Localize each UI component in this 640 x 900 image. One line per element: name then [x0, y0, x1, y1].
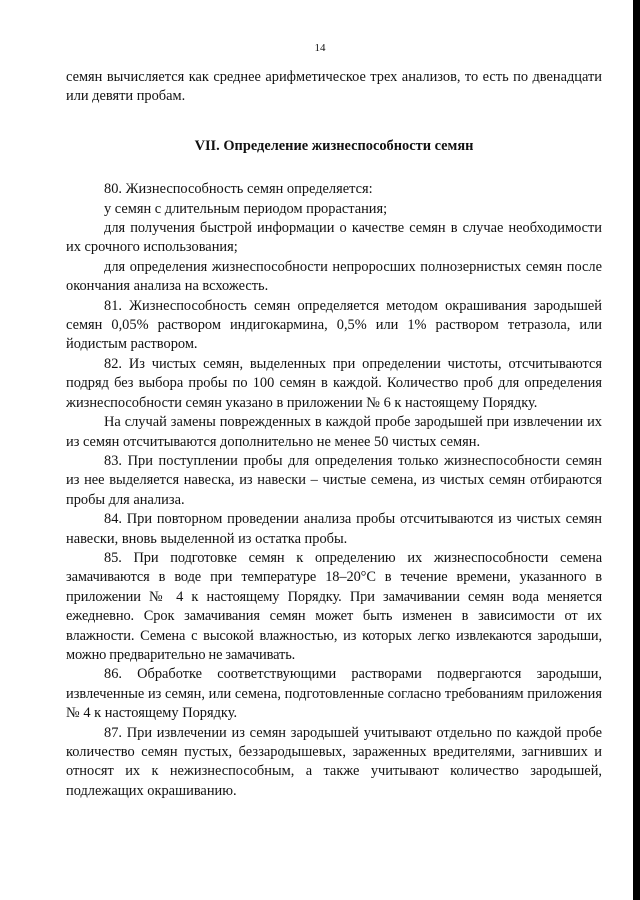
- paragraph-82: 82. Из чистых семян, выделенных при определении чистоты, отсчитываются подряд без выбора пробы по 100 семян в каждой. Количество проб для определения жизнеспособности семян указано в приложении № 6 к настоящему Порядку.: [66, 355, 602, 411]
- paragraph-84: 84. При повторном проведении анализа пробы отсчитываются из чистых семян навески, вновь выделенной из остатка пробы.: [66, 511, 602, 547]
- paragraph-81: 81. Жизнеспособность семян определяется методом окрашивания зародышей семян 0,05% раствором индигокармина, 0,5% или 1% раствором тетразола, или йодистым раствором.: [66, 297, 602, 353]
- paragraph-80-item-2: для получения быстрой информации о качестве семян в случае необходимости их срочного использования;: [66, 220, 602, 256]
- section-title: VII. Определение жизнеспособности семян: [194, 137, 474, 154]
- paragraph-87: 87. При извлечении из семян зародышей учитывают отдельно по каждой пробе количество семян пустых, беззародышевых, зараженных вредителями, загнивших и относят их к нежизнеспособным, а также учитывают количество зародышей, подлежащих окрашиванию.: [66, 724, 602, 799]
- paragraph-80: 80. Жизнеспособность семян определяется:: [104, 181, 373, 198]
- scan-edge: [633, 0, 640, 900]
- document-body: [66, 68, 602, 801]
- page-number: 14: [314, 42, 326, 54]
- paragraph-86: 86. Обработке соответствующими растворами подвергаются зародыши, извлеченные из семян, или семена, подготовленные согласно требованиям приложения № 4 к настоящему Порядку.: [66, 666, 602, 722]
- paragraph-82-continuation: На случай замены поврежденных в каждой пробе зародышей при извлечении их из семян отсчитываются дополнительно не менее 50 чистых семян.: [66, 414, 602, 450]
- paragraph-80-item-3: для определения жизнеспособности непроросших полнозернистых семян после окончания анализа на всхожесть.: [66, 258, 602, 295]
- paragraph-continuation: семян вычисляется как среднее арифметическое трех анализов, то есть по двенадцати или девяти пробам.: [66, 69, 602, 105]
- paragraph-83: 83. При поступлении пробы для определения только жизнеспособности семян из нее выделяется навеска, из навески – чистые семена, из чистых семян отбираются пробы для анализа.: [66, 452, 602, 508]
- paragraph-85: 85. При подготовке семян к определению их жизнеспособности семена замачиваются в воде при температуре 18–20°C в течение времени, указанного в приложении № 4 к настоящему Порядку. При замачивании семян вода меняется ежедневно. Срок замачивания семян может быть изменен в зависимости от их влажности. Семена с высокой влажностью, из которых легко извлекаются зародыши, можно предварительно не замачивать.: [66, 549, 602, 663]
- paragraph-80-item-1: у семян с длительным периодом прорастания;: [104, 200, 388, 217]
